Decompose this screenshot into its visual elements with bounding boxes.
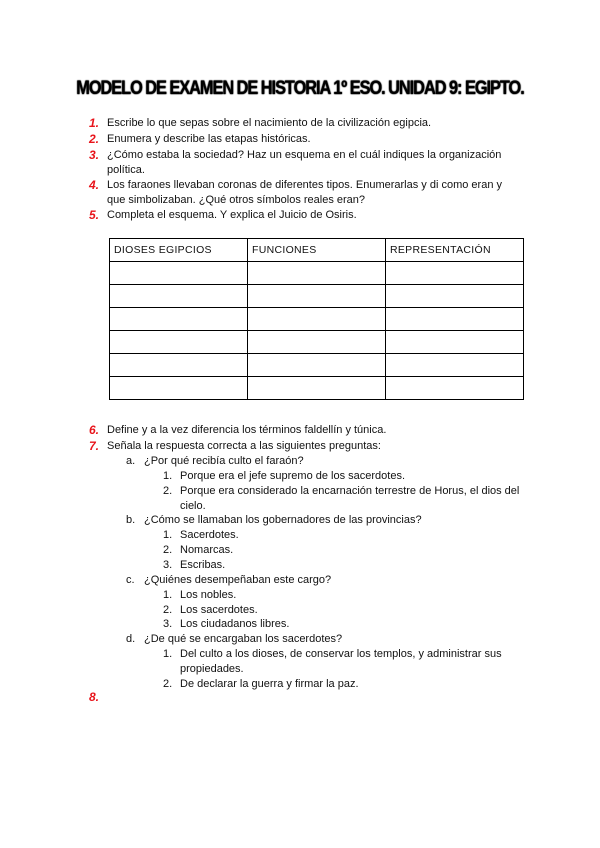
- option-number: 2.: [163, 677, 173, 690]
- question-text: que simbolizaban. ¿Qué otros símbolos reales eran?: [107, 194, 366, 206]
- table-header-row: [110, 239, 524, 262]
- option-number: 2.: [163, 484, 173, 497]
- question-text: Define y a la vez diferencia los términos faldellín y túnica.: [107, 424, 387, 436]
- table-cell[interactable]: [386, 331, 524, 354]
- subquestion-text: ¿Cómo se llamaban los gobernadores de las provincias?: [144, 514, 422, 527]
- subquestion-text: ¿De qué se encargaban los sacerdotes?: [144, 633, 343, 646]
- option-number: 1.: [163, 529, 173, 542]
- option-number: 1.: [163, 470, 173, 482]
- exam-title: MODELO DE EXAMEN DE HISTORIA 1º ESO. UNIDAD 9: EGIPTO.: [76, 78, 524, 99]
- subquestion-letter: b.: [126, 514, 136, 527]
- option-text: De declarar la guerra y firmar la paz.: [180, 677, 359, 690]
- header-dioses: DIOSES EGIPCIOS: [110, 239, 248, 262]
- table-row: [110, 377, 524, 400]
- table-cell[interactable]: [386, 354, 524, 377]
- question-number: 1.: [89, 116, 100, 130]
- question-number: 5.: [89, 208, 100, 222]
- table-cell[interactable]: [248, 331, 386, 354]
- option-text: cielo.: [180, 499, 206, 512]
- option-text: Escribas.: [180, 559, 226, 571]
- question-number: 4.: [89, 178, 100, 192]
- table-row: [110, 308, 524, 331]
- option-number: 1.: [163, 588, 173, 601]
- question-number: 7.: [89, 439, 100, 453]
- option-number: 3.: [163, 559, 173, 571]
- subquestion-text: ¿Por qué recibía culto el faraón?: [144, 455, 304, 467]
- table-cell[interactable]: [386, 377, 524, 400]
- option-text: Sacerdotes.: [180, 529, 239, 542]
- option-number: 1.: [163, 648, 173, 661]
- table-cell[interactable]: [110, 308, 248, 331]
- option-text: Los nobles.: [180, 588, 237, 601]
- question-text: Los faraones llevaban coronas de diferentes tipos. Enumerarlas y di como eran y: [107, 179, 502, 191]
- table-cell[interactable]: [386, 308, 524, 331]
- option-text: Porque era el jefe supremo de los sacerdotes.: [180, 470, 406, 482]
- header-representacion: REPRESENTACIÓN: [386, 239, 524, 262]
- table-body: [110, 262, 524, 400]
- table-cell[interactable]: [386, 262, 524, 285]
- table-cell[interactable]: [110, 354, 248, 377]
- subquestion-letter: a.: [126, 455, 136, 467]
- option-text: Los ciudadanos libres.: [180, 618, 290, 631]
- option-text: Del culto a los dioses, de conservar los templos, y administrar sus: [180, 648, 502, 661]
- table-row: [110, 354, 524, 377]
- table-row: [110, 285, 524, 308]
- question-text: política.: [107, 164, 145, 176]
- question-text: ¿Cómo estaba la sociedad? Haz un esquema en el cuál indiques la organización: [107, 149, 502, 161]
- option-text: Los sacerdotes.: [180, 603, 258, 616]
- question-text: Escribe lo que sepas sobre el nacimiento de la civilización egipcia.: [107, 117, 432, 129]
- gods-table: [109, 238, 524, 400]
- question-text: Completa el esquema. Y explica el Juicio de Osiris.: [107, 209, 357, 221]
- table-cell[interactable]: [110, 377, 248, 400]
- subquestion-text: ¿Quiénes desempeñaban este cargo?: [144, 573, 332, 586]
- subquestion-letter: c.: [126, 573, 135, 586]
- question-number: 8.: [89, 690, 100, 704]
- table-cell[interactable]: [248, 285, 386, 308]
- option-text: Nomarcas.: [180, 544, 234, 557]
- option-text: Porque era considerado la encarnación terrestre de Horus, el dios del: [180, 484, 520, 497]
- table-cell[interactable]: [110, 331, 248, 354]
- table-row: [110, 331, 524, 354]
- question-number: 3.: [89, 148, 100, 162]
- subquestion-letter: d.: [126, 633, 136, 646]
- option-text: propiedades.: [180, 663, 244, 675]
- table-cell[interactable]: [248, 262, 386, 285]
- table-row: [110, 262, 524, 285]
- table-cell[interactable]: [248, 377, 386, 400]
- option-number: 3.: [163, 618, 173, 631]
- option-number: 2.: [163, 544, 173, 557]
- table-cell[interactable]: [110, 285, 248, 308]
- question-number: 6.: [89, 423, 100, 437]
- table-cell[interactable]: [386, 285, 524, 308]
- header-funciones: FUNCIONES: [248, 239, 386, 262]
- table-cell[interactable]: [110, 262, 248, 285]
- question-text: Enumera y describe las etapas históricas.: [107, 133, 311, 145]
- question-text: Señala la respuesta correcta a las siguientes preguntas:: [107, 440, 381, 452]
- question-number: 2.: [89, 132, 100, 146]
- table-cell[interactable]: [248, 354, 386, 377]
- table-cell[interactable]: [248, 308, 386, 331]
- option-number: 2.: [163, 603, 173, 616]
